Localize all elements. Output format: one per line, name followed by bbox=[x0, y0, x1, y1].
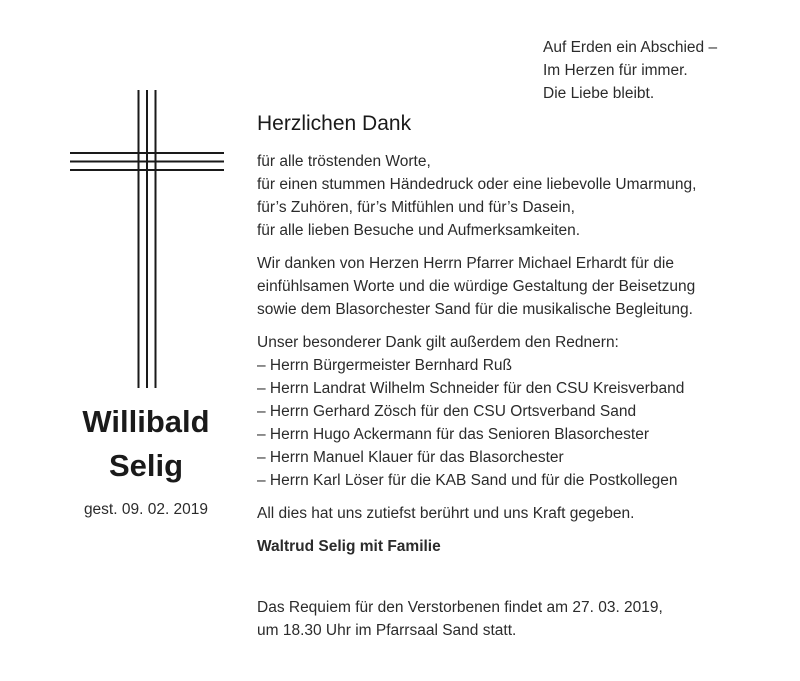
speaker-item: – Herrn Hugo Ackermann für das Senioren Blasorchester bbox=[257, 426, 650, 443]
pastor-line: sowie dem Blasorchester Sand für die musikalische Begleitung. bbox=[257, 301, 693, 318]
pastor-paragraph bbox=[257, 252, 792, 321]
deceased-last-name: Selig bbox=[108, 448, 184, 483]
notice-heading: Herzlichen Dank bbox=[257, 112, 412, 135]
closing-line bbox=[257, 502, 792, 525]
speaker-item: – Herrn Manuel Klauer für das Blasorchester bbox=[257, 449, 564, 466]
thanks-paragraph bbox=[257, 150, 792, 242]
thanks-line: für alle tröstenden Worte, bbox=[257, 153, 431, 170]
requiem-announcement bbox=[257, 596, 792, 642]
christian-cross-icon bbox=[70, 90, 224, 388]
deceased-name bbox=[60, 400, 232, 488]
requiem-line: um 18.30 Uhr im Pfarrsaal Sand statt. bbox=[257, 622, 517, 639]
motto-line: Auf Erden ein Abschied – bbox=[543, 39, 718, 56]
death-date: gest. 09. 02. 2019 bbox=[83, 501, 209, 518]
speaker-item: – Herrn Karl Löser für die KAB Sand und für die Postkollegen bbox=[257, 472, 678, 489]
motto-verse bbox=[543, 36, 783, 105]
thanks-line: für alle lieben Besuche und Aufmerksamkeiten. bbox=[257, 222, 581, 239]
thanks-line: für einen stummen Händedruck oder eine liebevolle Umarmung, bbox=[257, 176, 697, 193]
speaker-item: – Herrn Gerhard Zösch für den CSU Ortsverband Sand bbox=[257, 403, 637, 420]
motto-line: Die Liebe bleibt. bbox=[543, 85, 655, 102]
closing-text: All dies hat uns zutiefst berührt und uns Kraft gegeben. bbox=[257, 505, 635, 522]
speaker-item: – Herrn Landrat Wilhelm Schneider für den CSU Kreisverband bbox=[257, 380, 685, 397]
pastor-line: einfühlsamen Worte und die würdige Gestaltung der Beisetzung bbox=[257, 278, 696, 295]
thanks-line: für’s Zuhören, für’s Mitfühlen und für’s Dasein, bbox=[257, 199, 575, 216]
speakers-paragraph bbox=[257, 331, 792, 492]
speakers-intro: Unser besonderer Dank gilt außerdem den Rednern: bbox=[257, 334, 619, 351]
deceased-first-name: Willibald bbox=[82, 404, 210, 439]
speaker-item: – Herrn Bürgermeister Bernhard Ruß bbox=[257, 357, 512, 374]
pastor-line: Wir danken von Herzen Herrn Pfarrer Michael Erhardt für die bbox=[257, 255, 674, 272]
signature: Waltrud Selig mit Familie bbox=[257, 538, 441, 555]
thank-you-text bbox=[257, 110, 792, 642]
motto-line: Im Herzen für immer. bbox=[543, 62, 688, 79]
requiem-line: Das Requiem für den Verstorbenen findet am 27. 03. 2019, bbox=[257, 599, 663, 616]
